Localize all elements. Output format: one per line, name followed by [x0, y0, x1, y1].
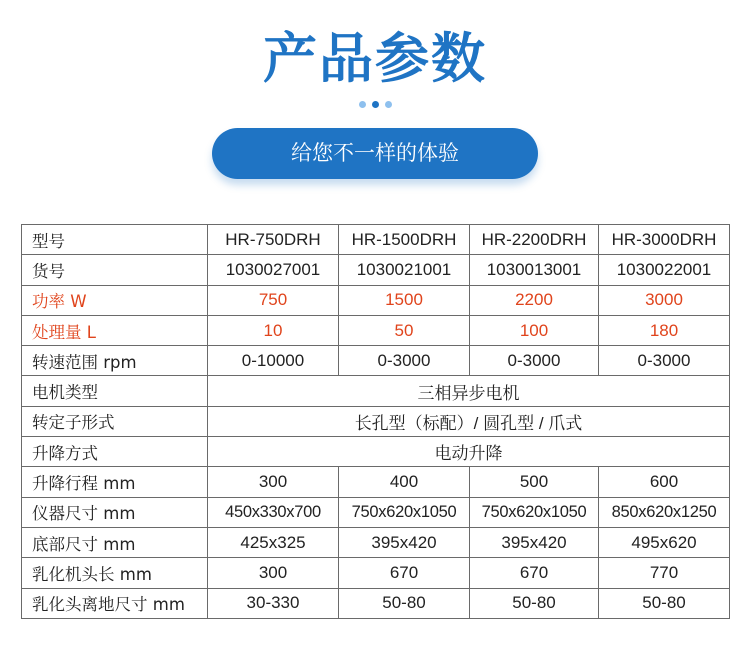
value-cell: 180: [599, 315, 730, 345]
value-cell: 500: [470, 467, 599, 497]
row-label: 乳化头离地尺寸 mm: [22, 588, 208, 618]
subtitle-banner: 给您不一样的体验: [212, 128, 538, 179]
value-cell: 1030021001: [339, 255, 470, 285]
value-cell: 30-330: [208, 588, 339, 618]
value-cell: 3000: [599, 285, 730, 315]
row-label: 货号: [22, 255, 208, 285]
value-cell: 0-3000: [599, 346, 730, 376]
value-cell: 395x420: [470, 527, 599, 557]
value-cell: 670: [339, 558, 470, 588]
table-row: [22, 558, 730, 588]
value-cell: 770: [599, 558, 730, 588]
value-cell: HR-1500DRH: [339, 225, 470, 255]
row-label: 乳化机头长 mm: [22, 558, 208, 588]
value-cell: 300: [208, 558, 339, 588]
merged-value-cell: 长孔型（标配）/ 圆孔型 / 爪式: [208, 406, 730, 436]
table-row: [22, 467, 730, 497]
value-cell: 395x420: [339, 527, 470, 557]
value-cell: 10: [208, 315, 339, 345]
params-table: [21, 224, 730, 619]
value-cell: 450x330x700: [208, 497, 339, 527]
value-cell: 2200: [470, 285, 599, 315]
value-cell: 50-80: [599, 588, 730, 618]
value-cell: HR-3000DRH: [599, 225, 730, 255]
row-label: 仪器尺寸 mm: [22, 497, 208, 527]
value-cell: 1030022001: [599, 255, 730, 285]
table-row: [22, 255, 730, 285]
dot-right: [385, 101, 392, 108]
table-row: [22, 527, 730, 557]
value-cell: 0-3000: [470, 346, 599, 376]
table-row: [22, 225, 730, 255]
value-cell: 850x620x1250: [599, 497, 730, 527]
page-title: 产品参数: [263, 27, 487, 90]
value-cell: 495x620: [599, 527, 730, 557]
value-cell: 1500: [339, 285, 470, 315]
row-label: 电机类型: [22, 376, 208, 406]
dot-left: [359, 101, 366, 108]
row-label: 底部尺寸 mm: [22, 527, 208, 557]
value-cell: 400: [339, 467, 470, 497]
table-row: [22, 497, 730, 527]
row-label: 转速范围 rpm: [22, 346, 208, 376]
value-cell: 750: [208, 285, 339, 315]
row-label: 转定子形式: [22, 406, 208, 436]
value-cell: 100: [470, 315, 599, 345]
value-cell: 300: [208, 467, 339, 497]
row-label: 型号: [22, 225, 208, 255]
table-row: [22, 315, 730, 345]
row-label: 处理量 L: [22, 315, 208, 345]
table-row: [22, 376, 730, 406]
dot-middle: [372, 101, 379, 108]
merged-value-cell: 电动升降: [208, 437, 730, 467]
value-cell: 0-3000: [339, 346, 470, 376]
row-label: 升降行程 mm: [22, 467, 208, 497]
value-cell: 425x325: [208, 527, 339, 557]
table-row: [22, 588, 730, 618]
value-cell: 1030013001: [470, 255, 599, 285]
merged-value-cell: 三相异步电机: [208, 376, 730, 406]
value-cell: 1030027001: [208, 255, 339, 285]
title-dots: [0, 101, 750, 109]
value-cell: HR-750DRH: [208, 225, 339, 255]
row-label: 升降方式: [22, 437, 208, 467]
value-cell: 750x620x1050: [339, 497, 470, 527]
value-cell: 50: [339, 315, 470, 345]
value-cell: 50-80: [339, 588, 470, 618]
value-cell: 600: [599, 467, 730, 497]
row-label: 功率 W: [22, 285, 208, 315]
value-cell: 670: [470, 558, 599, 588]
value-cell: 50-80: [470, 588, 599, 618]
table-row: [22, 437, 730, 467]
table-row: [22, 285, 730, 315]
value-cell: 0-10000: [208, 346, 339, 376]
value-cell: 750x620x1050: [470, 497, 599, 527]
value-cell: HR-2200DRH: [470, 225, 599, 255]
table-row: [22, 346, 730, 376]
table-row: [22, 406, 730, 436]
